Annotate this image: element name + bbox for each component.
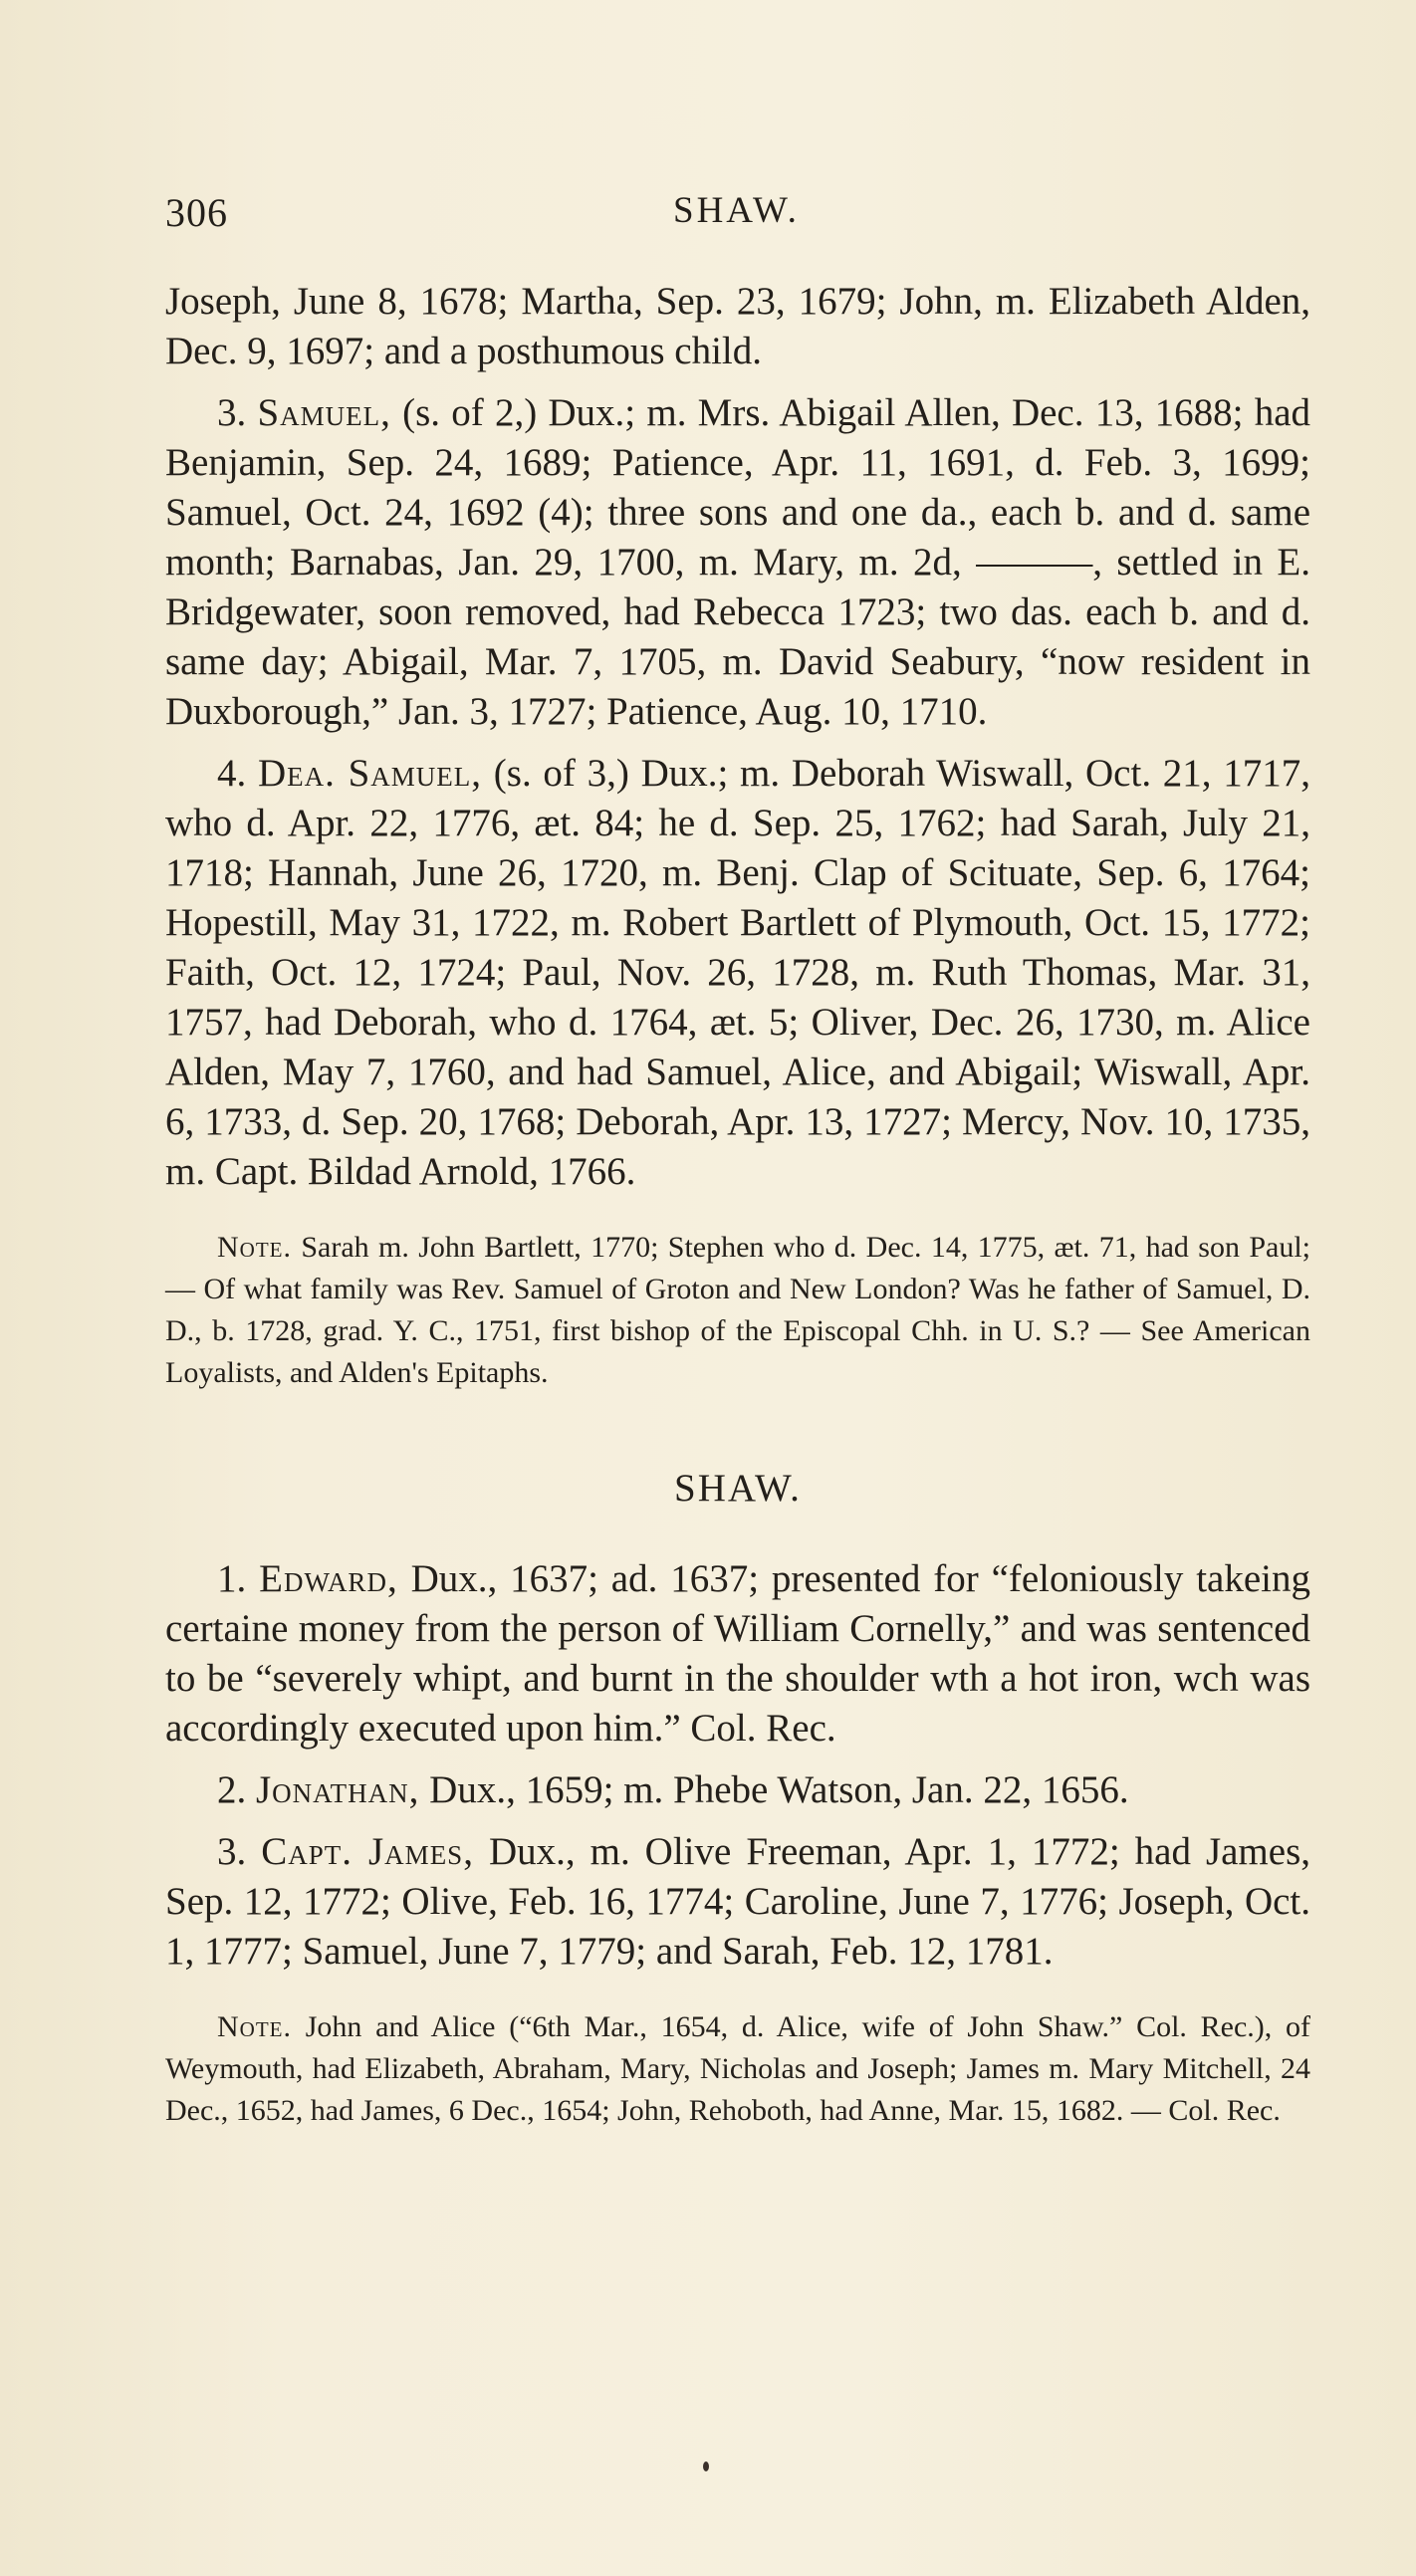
entry-number: 4. xyxy=(217,752,247,795)
entry-text: Dux., m. Olive Freeman, Apr. 1, 1772; had James, Sep. 12, 1772; Olive, Feb. 16, 1774; Caroline, June 7, 1776; Joseph, Oct. 1, 1777; Samuel, June 7, 1779; and Sarah, Feb. 12, 1781. xyxy=(165,1830,1311,1973)
running-head: SHAW. xyxy=(673,190,800,231)
entry-edward xyxy=(165,1554,1310,1754)
entry-jonathan xyxy=(165,1765,1310,1815)
ink-mark xyxy=(703,2461,709,2471)
note-paragraph xyxy=(165,1227,1310,1394)
entry-text: (s. of 3,) Dux.; m. Deborah Wiswall, Oct. 21, 1717, who d. Apr. 22, 1776, æt. 84; he d. Sep. 25, 1762; had Sarah, July 21, 1718; Hannah, June 26, 1720, m. Benj. Clap of Scituate, Sep. 6, 1764; Hopestill, May 31, 1722, m. Robert Bartlett of Plymouth, Oct. 15, 1772; Faith, Oct. 12, 1724; Paul, Nov. 26, 1728, m. Ruth Thomas, Mar. 31, 1757, had Deborah, who d. 1764, æt. 5; Oliver, Dec. 26, 1730, m. Alice Alden, May 7, 1760, and had Samuel, Alice, and Abigail; Wiswall, Apr. 6, 1733, d. Sep. 20, 1768; Deborah, Apr. 13, 1727; Mercy, Nov. 10, 1735, m. Capt. Bildad Arnold, 1766. xyxy=(165,752,1311,1193)
entry-capt-james xyxy=(165,1827,1310,1977)
entry-number: 2. xyxy=(217,1768,247,1811)
note-text: John and Alice (“6th Mar., 1654, d. Alice, wife of John Shaw.” Col. Rec.), of Weymouth, had Elizabeth, Abraham, Mary, Nicholas and Joseph; James m. Mary Mitchell, 24 Dec., 1652, had James, 6 Dec., 1654; John, Rehoboth, had Anne, Mar. 15, 1682. — Col. Rec. xyxy=(165,2010,1311,2127)
entry-text: (s. of 2,) Dux.; m. Mrs. Abigail Allen, Dec. 13, 1688; had Benjamin, Sep. 24, 1689; Patience, Apr. 11, 1691, d. Feb. 3, 1699; Samuel, Oct. 24, 1692 (4); three sons and one da., each b. and d. same month; Barnabas, Jan. 29, 1700, m. Mary, m. 2d, ———, settled in E. Bridgewater, soon removed, had Rebecca 1723; two das. each b. and d. same day; Abigail, Mar. 7, 1705, m. David Seabury, “now resident in Duxborough,” Jan. 3, 1727; Patience, Aug. 10, 1710. xyxy=(165,391,1311,733)
entry-text: Dux., 1659; m. Phebe Watson, Jan. 22, 1656. xyxy=(429,1768,1129,1811)
entry-number: 3. xyxy=(217,1830,247,1873)
entry-name: Capt. James, xyxy=(261,1830,474,1873)
section-title: SHAW. xyxy=(674,1467,802,1510)
entry-name: Edward, xyxy=(259,1557,398,1600)
entry-name: Jonathan, xyxy=(256,1768,420,1811)
entry-name: Dea. Samuel, xyxy=(257,752,483,795)
note-paragraph xyxy=(165,2006,1310,2132)
entry-dea-samuel xyxy=(165,749,1310,1197)
entry-number: 3. xyxy=(217,391,247,434)
page-body xyxy=(165,277,1310,2132)
note-label: Note. xyxy=(217,2010,292,2043)
page-number: 306 xyxy=(165,190,228,235)
continued-paragraph: Joseph, June 8, 1678; Martha, Sep. 23, 1679; John, m. Elizabeth Alden, Dec. 9, 1697; and a posthumous child. xyxy=(165,280,1310,372)
entry-text: Dux., 1637; ad. 1637; presented for “feloniously takeing certaine money from the person of William Cornelly,” and was sentenced to be “severely whipt, and burnt in the shoulder wth a hot iron, wch was accordingly executed upon him.” Col. Rec. xyxy=(165,1557,1311,1750)
entry-name: Samuel, xyxy=(257,391,391,434)
entry-samuel xyxy=(165,388,1310,737)
entry-number: 1. xyxy=(217,1557,247,1600)
page-header xyxy=(165,189,1310,245)
note-text: Sarah m. John Bartlett, 1770; Stephen who d. Dec. 14, 1775, æt. 71, had son Paul; — Of what family was Rev. Samuel of Groton and New London? Was he father of Samuel, D. D., b. 1728, grad. Y. C., 1751, first bishop of the Episcopal Chh. in U. S.? — See American Loyalists, and Alden's Epitaphs. xyxy=(165,1231,1310,1389)
note-label: Note. xyxy=(217,1231,292,1264)
